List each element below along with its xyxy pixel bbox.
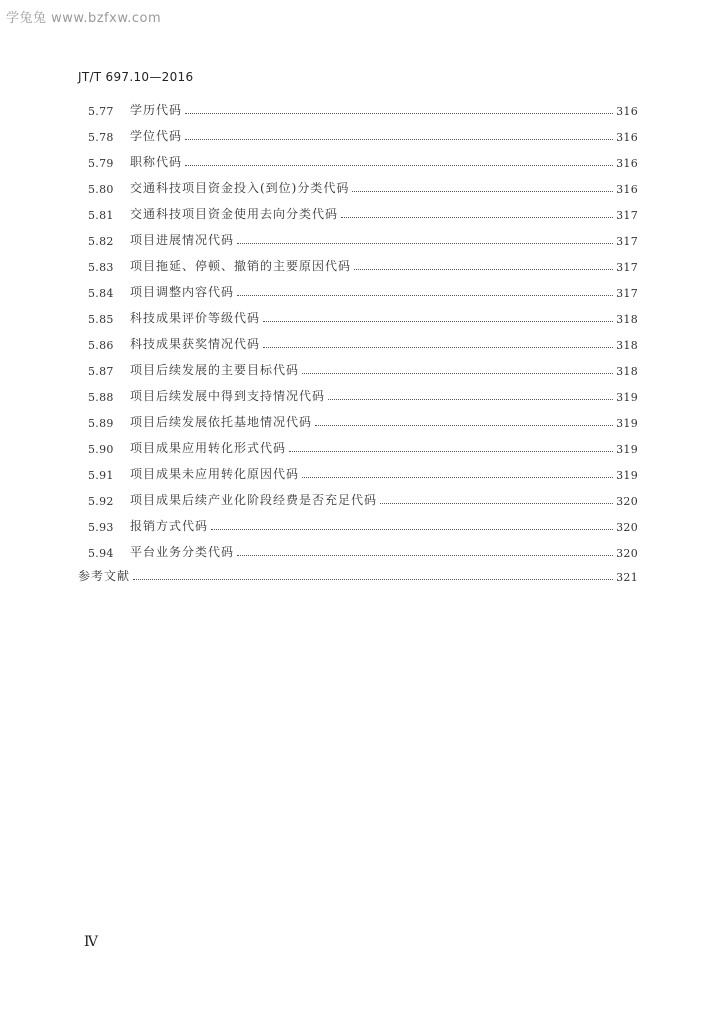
toc-page: 318	[616, 339, 638, 352]
toc-item-5-86[interactable]	[88, 334, 638, 352]
toc-number: 5.83	[88, 261, 114, 274]
toc-page: 317	[616, 287, 638, 300]
toc-number: 5.85	[88, 313, 114, 326]
toc-title: 项目后续发展的主要目标代码	[130, 363, 300, 377]
toc-title: 学历代码	[130, 103, 183, 117]
toc-item-5-92[interactable]	[88, 490, 638, 508]
dot-leader	[237, 294, 613, 296]
toc-item-5-93[interactable]	[88, 516, 638, 534]
toc-page: 319	[616, 417, 638, 430]
toc-page: 316	[616, 183, 638, 196]
toc-number: 5.78	[88, 131, 114, 144]
toc-number: 5.90	[88, 443, 114, 456]
toc-number: 5.82	[88, 235, 114, 248]
dot-leader	[185, 112, 613, 114]
dot-leader	[354, 268, 613, 270]
toc-page: 319	[616, 469, 638, 482]
toc-title: 报销方式代码	[130, 519, 209, 533]
dot-leader	[263, 320, 613, 322]
toc-title: 项目进展情况代码	[130, 233, 235, 247]
toc-title: 项目成果后续产业化阶段经费是否充足代码	[130, 493, 378, 507]
toc-number: 5.88	[88, 391, 114, 404]
toc-number: 5.79	[88, 157, 114, 170]
toc-item-5-94[interactable]	[88, 542, 638, 560]
dot-leader	[302, 476, 613, 478]
toc-title: 科技成果获奖情况代码	[130, 337, 261, 351]
toc-number: 5.94	[88, 547, 114, 560]
dot-leader	[185, 164, 613, 166]
toc-page: 317	[616, 235, 638, 248]
dot-leader	[328, 398, 613, 400]
toc-item-5-77[interactable]	[88, 100, 638, 118]
toc-number: 5.86	[88, 339, 114, 352]
toc-title: 项目后续发展中得到支持情况代码	[130, 389, 326, 403]
toc-item-5-91[interactable]	[88, 464, 638, 482]
toc-item-5-88[interactable]	[88, 386, 638, 404]
toc-page: 320	[616, 521, 638, 534]
toc-title: 项目拖延、停顿、撤销的主要原因代码	[130, 259, 352, 273]
toc-page: 317	[616, 209, 638, 222]
toc-item-5-81[interactable]	[88, 204, 638, 222]
toc-item-5-82[interactable]	[88, 230, 638, 248]
toc-number: 5.77	[88, 105, 114, 118]
dot-leader	[315, 424, 613, 426]
dot-leader	[185, 138, 613, 140]
toc-number: 5.89	[88, 417, 114, 430]
toc-title: 平台业务分类代码	[130, 545, 235, 559]
toc-item-5-79[interactable]	[88, 152, 638, 170]
page-number: Ⅳ	[84, 934, 98, 950]
toc-item-5-90[interactable]	[88, 438, 638, 456]
dot-leader	[341, 216, 613, 218]
document-code: JT/T 697.10—2016	[78, 70, 194, 84]
toc-page: 316	[616, 105, 638, 118]
dot-leader	[237, 554, 613, 556]
toc-item-5-87[interactable]	[88, 360, 638, 378]
dot-leader	[211, 528, 613, 530]
toc-page: 320	[616, 547, 638, 560]
toc-title: 项目后续发展依托基地情况代码	[130, 415, 313, 429]
dot-leader	[380, 502, 613, 504]
toc-item-5-78[interactable]	[88, 126, 638, 144]
toc-page: 318	[616, 313, 638, 326]
toc-page: 316	[616, 157, 638, 170]
toc-page: 319	[616, 443, 638, 456]
dot-leader	[289, 450, 613, 452]
toc-title: 交通科技项目资金使用去向分类代码	[130, 207, 339, 221]
toc-number: 5.81	[88, 209, 114, 222]
toc-title: 科技成果评价等级代码	[130, 311, 261, 325]
dot-leader	[263, 346, 613, 348]
references-title: 参考文献	[78, 569, 131, 583]
toc-number: 5.80	[88, 183, 114, 196]
toc-item-5-80[interactable]	[88, 178, 638, 196]
references-page: 321	[616, 571, 638, 584]
toc-number: 5.93	[88, 521, 114, 534]
dot-leader	[133, 578, 613, 580]
toc-item-5-85[interactable]	[88, 308, 638, 326]
toc-page: 319	[616, 391, 638, 404]
toc-page: 316	[616, 131, 638, 144]
toc-number: 5.84	[88, 287, 114, 300]
dot-leader	[352, 190, 613, 192]
toc-item-references[interactable]	[78, 566, 638, 584]
toc-title: 学位代码	[130, 129, 183, 143]
toc-number: 5.92	[88, 495, 114, 508]
toc-page: 320	[616, 495, 638, 508]
toc-number: 5.87	[88, 365, 114, 378]
toc-title: 项目成果应用转化形式代码	[130, 441, 287, 455]
toc-page: 317	[616, 261, 638, 274]
dot-leader	[302, 372, 613, 374]
toc-item-5-89[interactable]	[88, 412, 638, 430]
toc-title: 项目成果未应用转化原因代码	[130, 467, 300, 481]
toc-item-5-84[interactable]	[88, 282, 638, 300]
toc-page: 318	[616, 365, 638, 378]
toc-title: 交通科技项目资金投入(到位)分类代码	[130, 181, 350, 195]
dot-leader	[237, 242, 613, 244]
toc-title: 职称代码	[130, 155, 183, 169]
watermark: 学兔兔 www.bzfxw.com	[6, 11, 162, 26]
toc-title: 项目调整内容代码	[130, 285, 235, 299]
toc-number: 5.91	[88, 469, 114, 482]
toc-item-5-83[interactable]	[88, 256, 638, 274]
